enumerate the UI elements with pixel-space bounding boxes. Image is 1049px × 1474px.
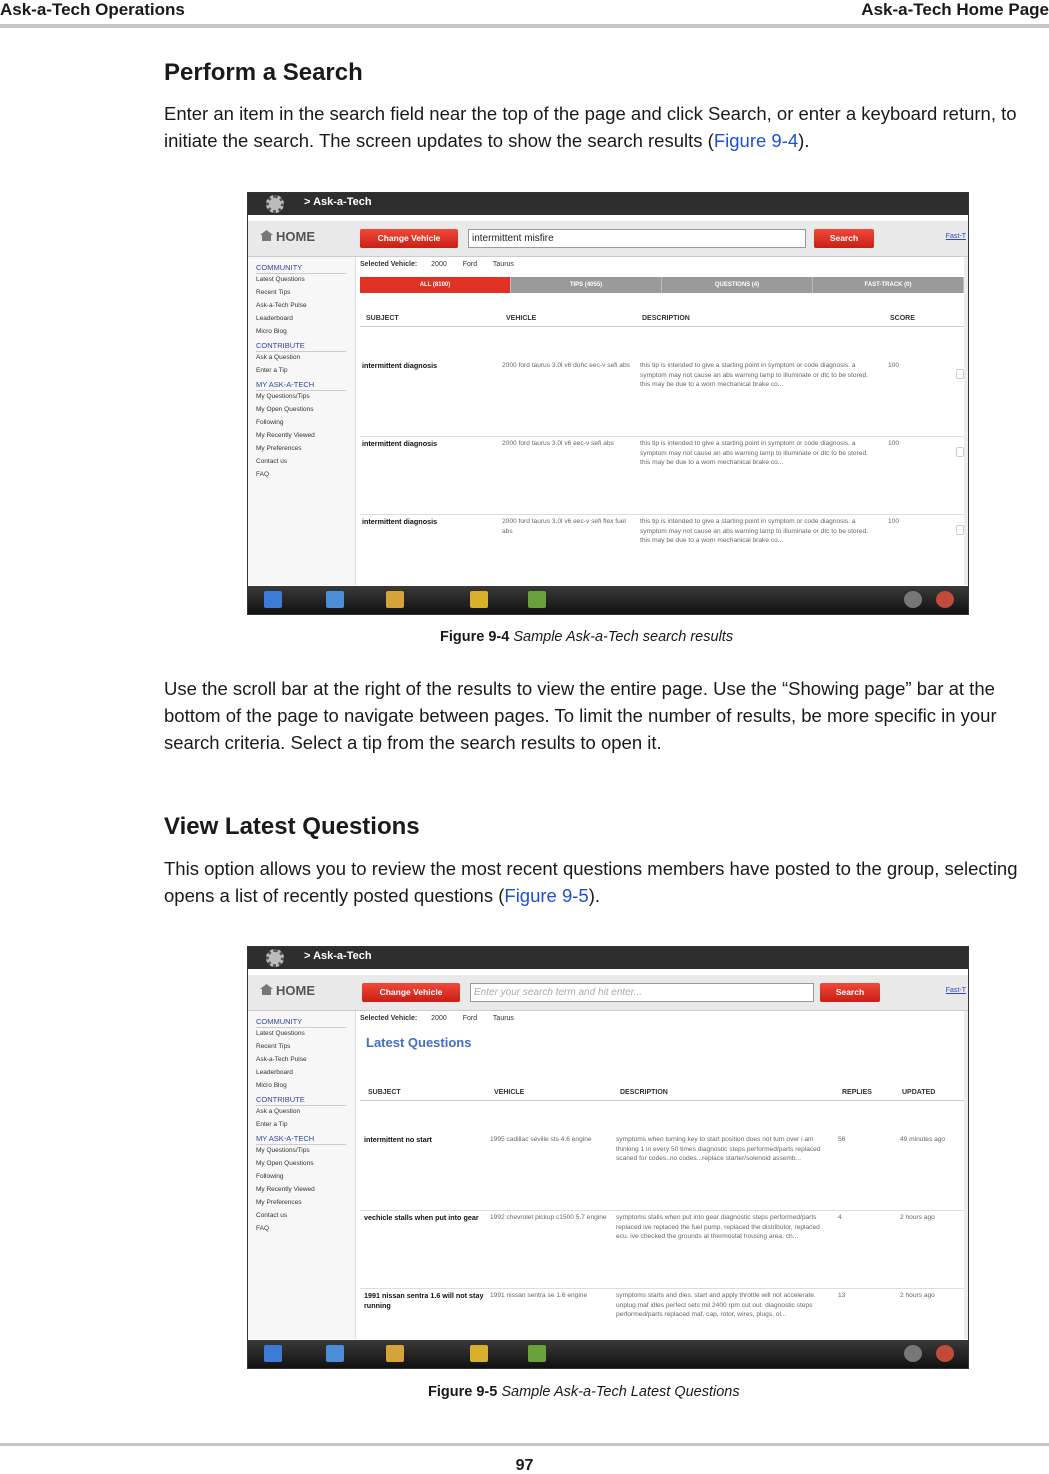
row-description: symptoms when turning key to start position does not turn over i am thinking 1 in every 50 times diagnostic steps performed/parts replaced scaned for codes..no codes...replace starter/solenoid assemb... — [616, 1136, 821, 1162]
sidebar-heading-contribute: CONTRIBUTE — [256, 1095, 346, 1106]
sidebar-item[interactable]: Ask a Question — [256, 1108, 301, 1115]
fast-track-link[interactable]: Fast-T — [945, 987, 966, 994]
sidebar-item[interactable]: My Recently Viewed — [256, 1186, 315, 1193]
row-vehicle: 1991 nissan sentra se 1.6 engine — [490, 1292, 588, 1299]
questions-column-headers — [360, 1087, 964, 1101]
row-updated: 2 hours ago — [900, 1292, 935, 1299]
search-paragraph-text: Enter an item in the search field near the top of the page and click Search, or enter a keyboard return, to initiate the search. The screen updates to show the search results ( — [164, 103, 1017, 151]
sidebar-item[interactable]: Ask-a-Tech Pulse — [256, 302, 307, 309]
app-navbar — [248, 221, 968, 257]
table-row[interactable] — [360, 1135, 964, 1211]
row-score: 100 — [888, 362, 900, 369]
search-input[interactable]: intermittent misfire — [468, 229, 806, 248]
sidebar-item[interactable]: Ask a Question — [256, 354, 301, 361]
col-vehicle[interactable]: VEHICLE — [494, 1089, 525, 1096]
figure-9-5-link[interactable]: Figure 9-5 — [504, 885, 589, 906]
device-taskbar — [248, 586, 968, 614]
sidebar-item[interactable]: Contact us — [256, 1212, 288, 1219]
latest-paragraph-text: This option allows you to review the most recent questions members have posted to the group, selecting opens a list of recently posted questions ( — [164, 858, 1018, 906]
gear-icon[interactable] — [266, 195, 284, 213]
bookmark-icon[interactable] — [956, 447, 964, 457]
search-paragraph — [164, 100, 1049, 154]
col-subject[interactable]: SUBJECT — [366, 315, 399, 322]
home-icon — [260, 230, 273, 241]
row-vehicle: 2000 ford taurus 3.0l v6 eec-v sefi abs — [502, 440, 614, 447]
sidebar-item[interactable]: My Questions/Tips — [256, 393, 310, 400]
sidebar-item[interactable]: Following — [256, 1173, 284, 1180]
wifi-icon[interactable] — [904, 1345, 922, 1362]
row-vehicle: 1995 cadillac seville sts 4.6 engine — [490, 1136, 592, 1143]
figure-9-4-link[interactable]: Figure 9-4 — [713, 130, 799, 151]
sidebar — [248, 257, 356, 585]
vehicle-model[interactable]: Taurus — [492, 1015, 514, 1022]
scroll-paragraph: Use the scroll bar at the right of the results to view the entire page. Use the “Showing page” bar at the bottom of the page to navigate between pages. To limit the number of results, be more specific in your search criteria. Select a tip from the search results to open it. — [164, 678, 997, 753]
search-paragraph-end: ). — [798, 130, 810, 151]
bookmark-icon[interactable] — [956, 369, 964, 379]
bookmark-icon[interactable] — [956, 525, 964, 535]
figure-9-4-screenshot — [247, 192, 969, 615]
row-subject: intermittent diagnosis — [362, 439, 438, 448]
sidebar-heading-my: MY ASK-A-TECH — [256, 1134, 346, 1145]
folder-icon[interactable] — [528, 1345, 546, 1362]
vehicle-year[interactable]: 2000 — [431, 261, 447, 268]
table-row[interactable] — [360, 1213, 964, 1289]
settings-icon[interactable] — [936, 591, 954, 608]
app-navbar — [248, 975, 968, 1011]
col-replies[interactable]: REPLIES — [842, 1089, 872, 1096]
home-button[interactable] — [260, 229, 315, 244]
table-row[interactable] — [360, 361, 964, 437]
results-content — [360, 257, 956, 585]
selected-vehicle-bar — [360, 1015, 528, 1022]
results-tabs — [360, 277, 964, 293]
change-vehicle-button[interactable]: Change Vehicle — [362, 983, 460, 1002]
sidebar-item[interactable]: Latest Questions — [256, 276, 305, 283]
row-replies: 56 — [838, 1136, 846, 1143]
row-subject: 1991 nissan sentra 1.6 will not stay running — [364, 1291, 484, 1310]
sidebar-heading-contribute: CONTRIBUTE — [256, 341, 346, 352]
breadcrumb[interactable]: > Ask-a-Tech — [304, 950, 372, 962]
row-description: this tip is intended to give a starting point in symptom or code diagnosis. a symptom may not cause an abs warning lamp to illuminate or dtc to be stored. this may be due to a worn mechanical brake co... — [640, 518, 868, 544]
sidebar-item[interactable]: Leaderboard — [256, 1069, 293, 1076]
col-vehicle[interactable]: VEHICLE — [506, 315, 537, 322]
sidebar-item[interactable]: Enter a Tip — [256, 1121, 288, 1128]
row-subject: vechicle stalls when put into gear — [364, 1213, 479, 1222]
home-label: HOME — [276, 983, 315, 998]
search-button[interactable]: Search — [814, 229, 874, 248]
app-topbar — [248, 947, 968, 969]
home-icon[interactable] — [264, 591, 282, 608]
breadcrumb[interactable]: > Ask-a-Tech — [304, 196, 372, 208]
vehicle-make[interactable]: Ford — [462, 1015, 478, 1022]
row-subject: intermittent no start — [364, 1135, 432, 1144]
caption-text: Sample Ask-a-Tech search results — [513, 629, 734, 645]
sidebar-heading-community: COMMUNITY — [256, 1017, 346, 1028]
header-rule — [0, 24, 1049, 28]
sidebar-item[interactable]: My Preferences — [256, 1199, 302, 1206]
latest-paragraph — [164, 855, 1049, 909]
row-updated: 49 minutes ago — [900, 1136, 946, 1143]
people-icon[interactable] — [470, 591, 488, 608]
col-description[interactable]: DESCRIPTION — [620, 1089, 668, 1096]
tab-questions[interactable]: QUESTIONS (4) — [662, 277, 813, 293]
sidebar-item[interactable]: Recent Tips — [256, 289, 291, 296]
col-description[interactable]: DESCRIPTION — [642, 315, 690, 322]
notepad-icon[interactable] — [386, 591, 404, 608]
search-button[interactable]: Search — [820, 983, 880, 1002]
row-replies: 4 — [838, 1214, 842, 1221]
row-description: this tip is intended to give a starting point in symptom or code diagnosis. a symptom may not cause an abs warning lamp to illuminate or dtc to be stored. this may be due to a worn mechanical brake co... — [640, 362, 868, 388]
people-icon[interactable] — [470, 1345, 488, 1362]
table-row[interactable] — [360, 439, 964, 515]
device-taskbar — [248, 1340, 968, 1368]
questions-content — [360, 1011, 956, 1339]
selected-vehicle-label: Selected Vehicle: — [360, 261, 418, 268]
row-vehicle: 2000 ford taurus 3.0l v6 dohc eec-v sefi abs — [502, 362, 630, 369]
sidebar-heading-community: COMMUNITY — [256, 263, 346, 274]
home-button[interactable] — [260, 983, 315, 998]
sidebar-item[interactable]: Ask-a-Tech Pulse — [256, 1056, 307, 1063]
sidebar-item[interactable]: Micro Blog — [256, 328, 287, 335]
sidebar-item[interactable]: My Open Questions — [256, 1160, 314, 1167]
header-chapter: Ask-a-Tech Operations — [0, 0, 185, 19]
row-replies: 13 — [838, 1292, 846, 1299]
row-vehicle: 2000 ford taurus 3.0l v6 eec-v sefi flex fuel abs — [502, 518, 626, 535]
header-section: Ask-a-Tech Home Page — [861, 0, 1049, 19]
sidebar-item[interactable]: My Recently Viewed — [256, 432, 315, 439]
notepad-icon[interactable] — [386, 1345, 404, 1362]
settings-icon[interactable] — [936, 1345, 954, 1362]
sidebar-item[interactable]: Contact us — [256, 458, 288, 465]
folder-icon[interactable] — [528, 591, 546, 608]
figure-9-4-caption — [440, 629, 733, 645]
sidebar-item[interactable]: Latest Questions — [256, 1030, 305, 1037]
home-icon — [260, 984, 273, 995]
sidebar-item[interactable]: FAQ — [256, 471, 270, 478]
tab-fast-track[interactable]: FAST-TRACK (0) — [813, 277, 964, 293]
gear-icon[interactable] — [266, 949, 284, 967]
section-title-search: Perform a Search — [164, 59, 363, 86]
vehicle-year[interactable]: 2000 — [431, 1015, 447, 1022]
sidebar-item[interactable]: Following — [256, 419, 284, 426]
change-vehicle-button[interactable]: Change Vehicle — [360, 229, 458, 248]
sidebar-item[interactable]: Recent Tips — [256, 1043, 291, 1050]
page-header — [0, 0, 1049, 30]
questions-scrollbar[interactable] — [964, 1011, 968, 1339]
tab-all[interactable]: ALL (8100) — [360, 277, 511, 293]
sidebar-item[interactable]: Enter a Tip — [256, 367, 288, 374]
caption-text: Sample Ask-a-Tech Latest Questions — [501, 1384, 740, 1400]
row-score: 100 — [888, 518, 900, 525]
row-subject: intermittent diagnosis — [362, 517, 438, 526]
row-description: symptoms starts and dies. start and apply throttle will not accelerate. unplug maf idles perfect sets mil 2400 rpm cut out. diagnostic steps performed/parts replaced maf, cap, rotor, wires, plugs, ol... — [616, 1292, 816, 1318]
row-description: this tip is intended to give a starting point in symptom or code diagnosis. a symptom may not cause an abs warning lamp to illuminate or dtc to be stored. this may be due to a worn mechanical brake co... — [640, 440, 868, 466]
tab-tips[interactable]: TIPS (4055) — [511, 277, 662, 293]
figure-9-5-screenshot — [247, 946, 969, 1369]
col-subject[interactable]: SUBJECT — [368, 1089, 401, 1096]
sidebar-item[interactable]: My Preferences — [256, 445, 302, 452]
figure-9-5-caption — [428, 1384, 740, 1400]
search-input[interactable]: Enter your search term and hit enter... — [470, 983, 814, 1002]
caption-number: Figure 9-5 — [428, 1384, 498, 1400]
fast-track-link[interactable]: Fast-T — [945, 233, 966, 240]
app-topbar — [248, 193, 968, 215]
vehicle-model[interactable]: Taurus — [492, 261, 514, 268]
home-icon[interactable] — [264, 1345, 282, 1362]
vehicle-make[interactable]: Ford — [462, 261, 478, 268]
latest-paragraph-end: ). — [588, 885, 601, 906]
home-label: HOME — [276, 229, 315, 244]
page-number: 97 — [515, 1457, 534, 1474]
document-icon[interactable] — [326, 591, 344, 608]
section-title-latest: View Latest Questions — [164, 813, 420, 840]
results-scrollbar[interactable] — [964, 257, 968, 585]
sidebar-item[interactable]: My Open Questions — [256, 406, 314, 413]
sidebar-item[interactable]: FAQ — [256, 1225, 270, 1232]
row-subject: intermittent diagnosis — [362, 361, 438, 370]
selected-vehicle-label: Selected Vehicle: — [360, 1015, 418, 1022]
sidebar-item[interactable]: Leaderboard — [256, 315, 293, 322]
row-description: symptoms stalls when put into gear diagnostic steps performed/parts replaced ive replaced the fuel pump, replaced the distributor, replaced ecu. ive checked the grounds at thermostat housing area, ch... — [616, 1214, 820, 1240]
sidebar-item[interactable]: My Questions/Tips — [256, 1147, 310, 1154]
sidebar-heading-my: MY ASK-A-TECH — [256, 380, 346, 391]
results-column-headers — [360, 313, 964, 327]
sidebar-item[interactable]: Micro Blog — [256, 1082, 287, 1089]
caption-number: Figure 9-4 — [440, 629, 510, 645]
footer-rule — [0, 1443, 1049, 1446]
row-vehicle: 1992 chevrolet pickup c1500 5.7 engine — [490, 1214, 607, 1221]
row-updated: 2 hours ago — [900, 1214, 935, 1221]
page-title: Latest Questions — [366, 1035, 472, 1050]
document-icon[interactable] — [326, 1345, 344, 1362]
table-row[interactable] — [360, 517, 964, 593]
col-updated[interactable]: UPDATED — [902, 1089, 936, 1096]
selected-vehicle-bar — [360, 261, 528, 268]
row-score: 100 — [888, 440, 900, 447]
sidebar — [248, 1011, 356, 1339]
wifi-icon[interactable] — [904, 591, 922, 608]
col-score[interactable]: SCORE — [890, 315, 915, 322]
